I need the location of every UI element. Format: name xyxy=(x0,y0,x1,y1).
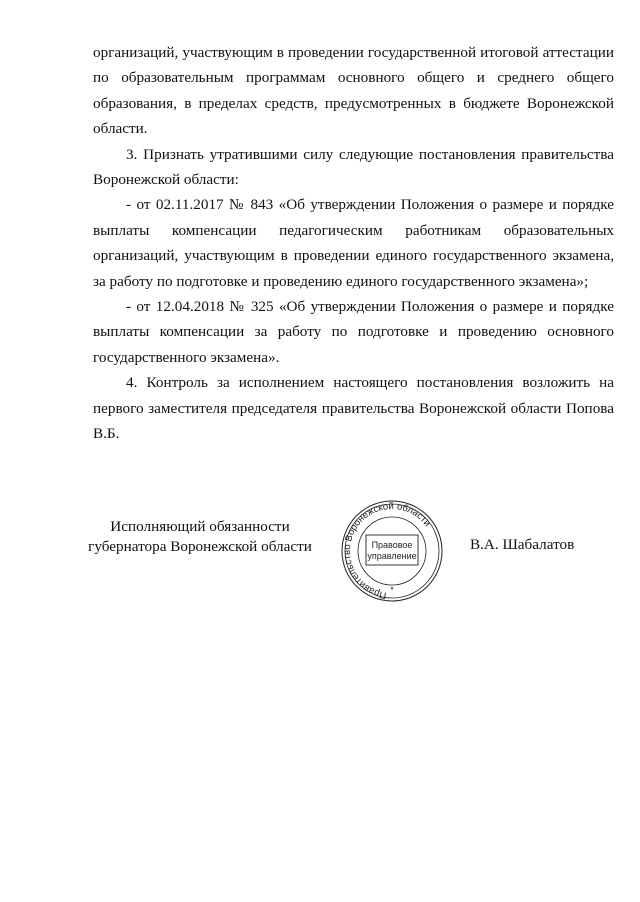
stamp-ring-text: Правительство Воронежской области xyxy=(341,500,433,601)
paragraph-item-3: 3. Признать утратившими силу следующие постановления правительства Воронежской области: xyxy=(93,145,614,189)
signer-position-line-2: губернатора Воронежской области xyxy=(88,538,312,555)
official-stamp xyxy=(340,497,444,605)
document-body xyxy=(93,40,614,447)
signature-block xyxy=(0,497,640,607)
signer-position xyxy=(80,517,320,557)
signer-position-line-1: Исполняющий обязанности xyxy=(110,518,290,535)
stamp-star-icon: * xyxy=(390,585,394,595)
paragraph-item-3-sub-2: - от 12.04.2018 № 325 «Об утверждении Положения о размере и порядке выплаты компенсации за работу по подготовке и проведению основного государственного экзамена». xyxy=(93,298,614,366)
paragraph-continuation: организаций, участвующим в проведении государственной итоговой аттестации по образовательным программам основного общего и среднего общего образования, в пределах средств, предусмотренных в бюджете Воронежской области. xyxy=(93,44,614,138)
signer-name: В.А. Шабалатов xyxy=(470,536,575,553)
stamp-center-line-2: управление xyxy=(367,551,417,561)
paragraph-item-4: 4. Контроль за исполнением настоящего постановления возложить на первого заместителя председателя правительства Воронежской области Попова В.Б. xyxy=(93,374,614,443)
stamp-center-line-1: Правовое xyxy=(371,540,413,550)
paragraph-item-3-sub-1: - от 02.11.2017 № 843 «Об утверждении Положения о размере и порядке выплаты компенсации педагогическим работникам образовательных организаций, участвующим в проведении единого государственного экзамена, за работу по подготовке и проведению единого государственного экзамена»; xyxy=(93,196,614,290)
